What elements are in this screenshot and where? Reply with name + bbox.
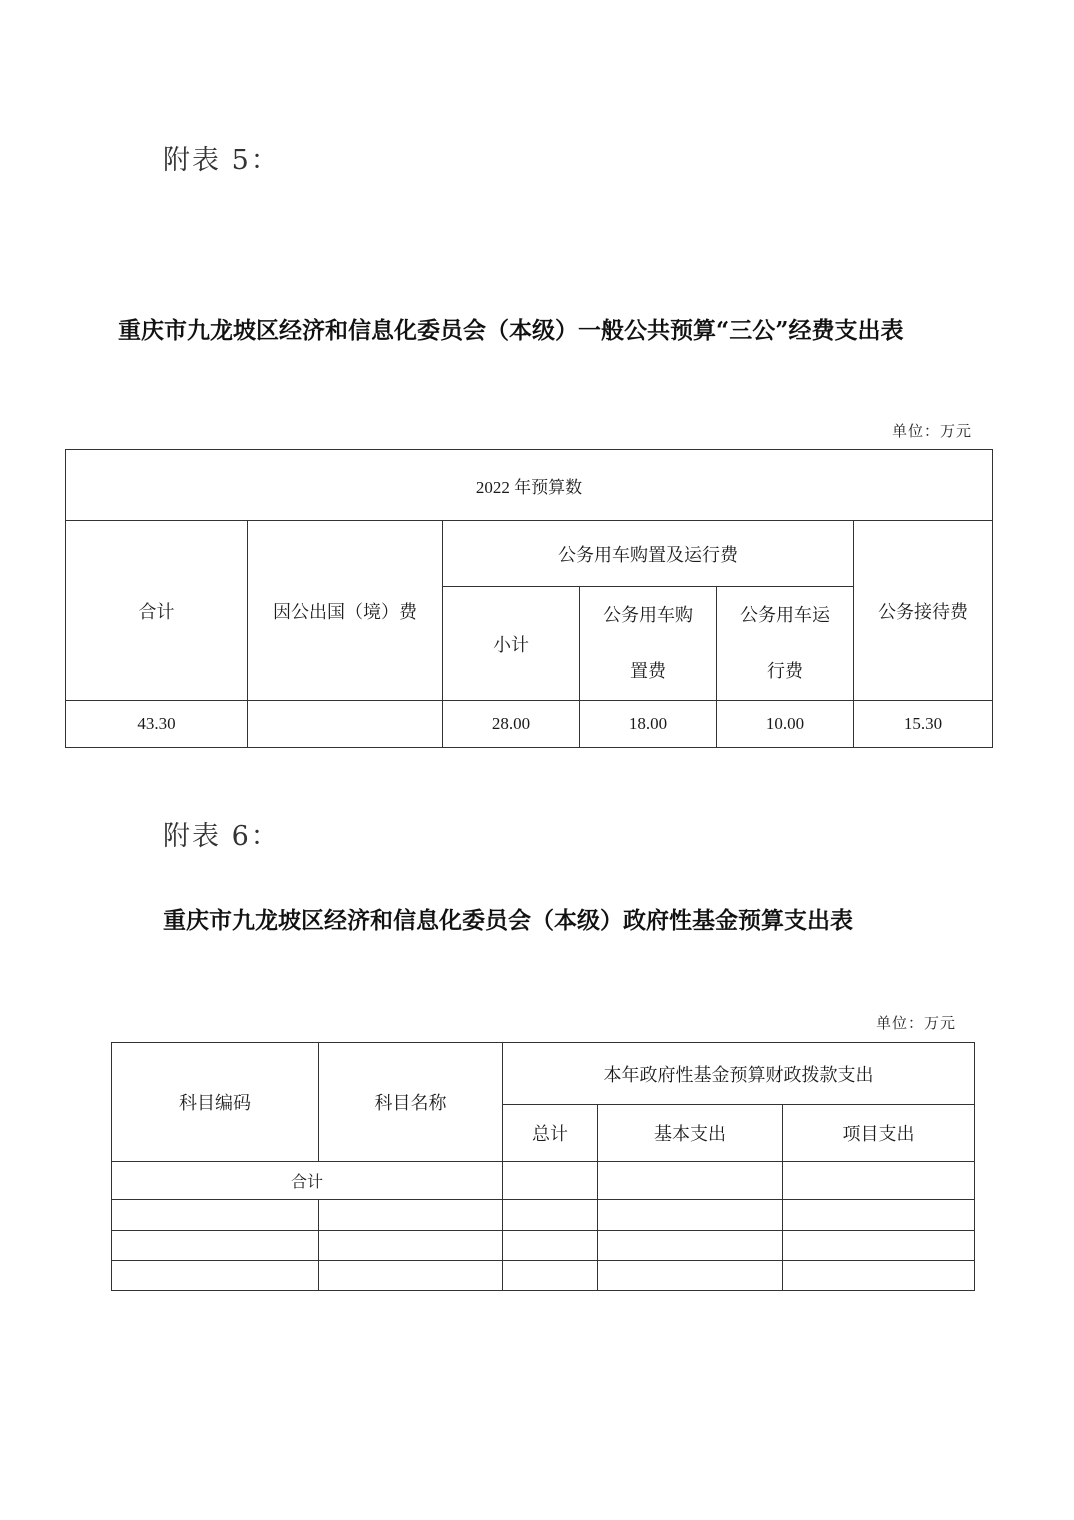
empty-cell bbox=[112, 1261, 319, 1291]
col-purchase-header bbox=[580, 587, 717, 701]
appendix5-unit: 单位：万元 bbox=[892, 422, 973, 440]
empty-cell bbox=[112, 1200, 319, 1231]
empty-cell bbox=[503, 1231, 598, 1261]
col-operation-line2: 行费 bbox=[767, 660, 803, 682]
empty-cell bbox=[503, 1162, 598, 1200]
appendix6-label: 附表 6： bbox=[163, 821, 280, 852]
col-code-header: 科目编码 bbox=[112, 1043, 319, 1162]
cell-subtotal: 28.00 bbox=[443, 701, 580, 748]
empty-cell bbox=[503, 1261, 598, 1291]
table-row bbox=[112, 1231, 975, 1261]
appendix5-label: 附表 5： bbox=[163, 145, 280, 176]
table-row-total bbox=[112, 1162, 975, 1200]
empty-cell bbox=[783, 1261, 975, 1291]
cell-reception: 15.30 bbox=[854, 701, 993, 748]
government-fund-table bbox=[111, 1042, 975, 1291]
empty-cell bbox=[598, 1261, 783, 1291]
empty-cell bbox=[598, 1200, 783, 1231]
cell-total: 43.30 bbox=[66, 701, 248, 748]
cell-operation: 10.00 bbox=[717, 701, 854, 748]
col-total-header: 总计 bbox=[503, 1105, 598, 1162]
col-name-header: 科目名称 bbox=[319, 1043, 503, 1162]
appendix5-title: 重庆市九龙坡区经济和信息化委员会（本级）一般公共预算“三公”经费支出表 bbox=[118, 317, 904, 344]
empty-cell bbox=[598, 1231, 783, 1261]
col-reception-header: 公务接待费 bbox=[854, 521, 993, 701]
col-vehicle-group-header: 公务用车购置及运行费 bbox=[443, 521, 854, 587]
table-row bbox=[112, 1261, 975, 1291]
empty-cell bbox=[319, 1200, 503, 1231]
empty-cell bbox=[598, 1162, 783, 1200]
empty-cell bbox=[783, 1231, 975, 1261]
empty-cell bbox=[503, 1200, 598, 1231]
col-group-header: 本年政府性基金预算财政拨款支出 bbox=[503, 1043, 975, 1105]
appendix6-unit: 单位：万元 bbox=[876, 1014, 957, 1032]
appendix6-title: 重庆市九龙坡区经济和信息化委员会（本级）政府性基金预算支出表 bbox=[163, 907, 853, 934]
col-purchase-line2: 置费 bbox=[630, 660, 666, 682]
col-project-header: 项目支出 bbox=[783, 1105, 975, 1162]
col-subtotal-header: 小计 bbox=[443, 587, 580, 701]
col-operation-header bbox=[717, 587, 854, 701]
col-basic-header: 基本支出 bbox=[598, 1105, 783, 1162]
table-row bbox=[112, 1200, 975, 1231]
empty-cell bbox=[319, 1231, 503, 1261]
empty-cell bbox=[319, 1261, 503, 1291]
cell-purchase: 18.00 bbox=[580, 701, 717, 748]
col-total-header: 合计 bbox=[66, 521, 248, 701]
col-purchase-line1: 公务用车购 bbox=[603, 604, 693, 626]
empty-cell bbox=[783, 1200, 975, 1231]
year-header: 2022 年预算数 bbox=[66, 450, 993, 521]
col-abroad-header: 因公出国（境）费 bbox=[248, 521, 443, 701]
cell-abroad bbox=[248, 701, 443, 748]
col-operation-line1: 公务用车运 bbox=[740, 604, 830, 626]
total-row-label: 合计 bbox=[112, 1162, 503, 1200]
three-public-expenses-table bbox=[65, 449, 993, 748]
empty-cell bbox=[112, 1231, 319, 1261]
empty-cell bbox=[783, 1162, 975, 1200]
